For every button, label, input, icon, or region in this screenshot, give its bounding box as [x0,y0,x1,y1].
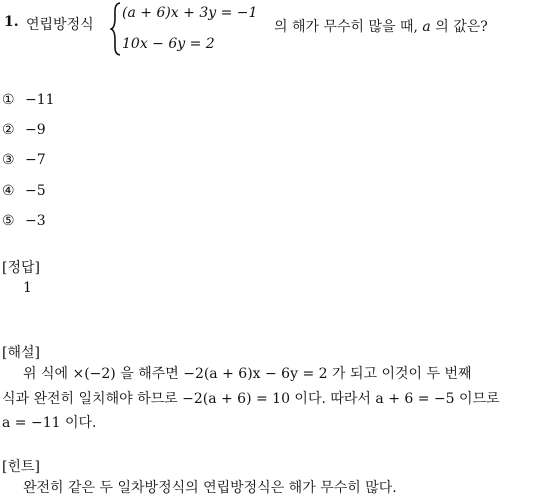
option-1[interactable] [2,92,55,108]
question-number: 1. [4,14,19,30]
option-5[interactable] [2,213,46,229]
option-1-marker: ① [2,92,15,108]
option-5-value: −3 [25,213,46,229]
question-prefix: 연립방정식 [26,17,94,33]
system-brace [110,2,122,56]
option-4[interactable] [2,183,46,199]
equation-2: 10x − 6y = 2 [122,36,215,52]
option-1-value: −11 [25,92,55,108]
equation-1: (a + 6)x + 3y = −1 [122,5,258,21]
question-suffix [274,16,488,36]
option-3[interactable] [2,152,46,168]
option-3-marker: ③ [2,152,15,168]
answer-heading: [정답] [2,260,40,276]
option-2[interactable] [2,122,46,138]
explanation-line-1: 위 식에 ×(−2) 을 해주면 −2(a + 6)x − 6y = 2 가 되고 이것이 두 번째 [23,366,472,382]
explanation-line-3: a = −11 이다. [2,415,97,431]
option-4-value: −5 [25,183,46,199]
explanation-line-2: 식과 완전히 일치해야 하므로 −2(a + 6) = 10 이다. 따라서 a + 6 = −5 이므로 [2,391,500,407]
option-5-marker: ⑤ [2,213,15,229]
option-2-marker: ② [2,122,15,138]
hint-heading: [힌트] [2,459,40,475]
hint-text: 완전히 같은 두 일차방정식의 연립방정식은 해가 무수히 많다. [23,480,397,496]
option-3-value: −7 [25,152,46,168]
question-suffix-part1: 의 해가 무수히 많을 때, [274,19,418,35]
question-variable: a [422,19,431,35]
explanation-heading: [해설] [2,345,40,361]
option-4-marker: ④ [2,183,15,199]
answer-value: 1 [23,280,32,296]
option-2-value: −9 [25,122,46,138]
question-suffix-part2: 의 값은? [435,19,488,35]
